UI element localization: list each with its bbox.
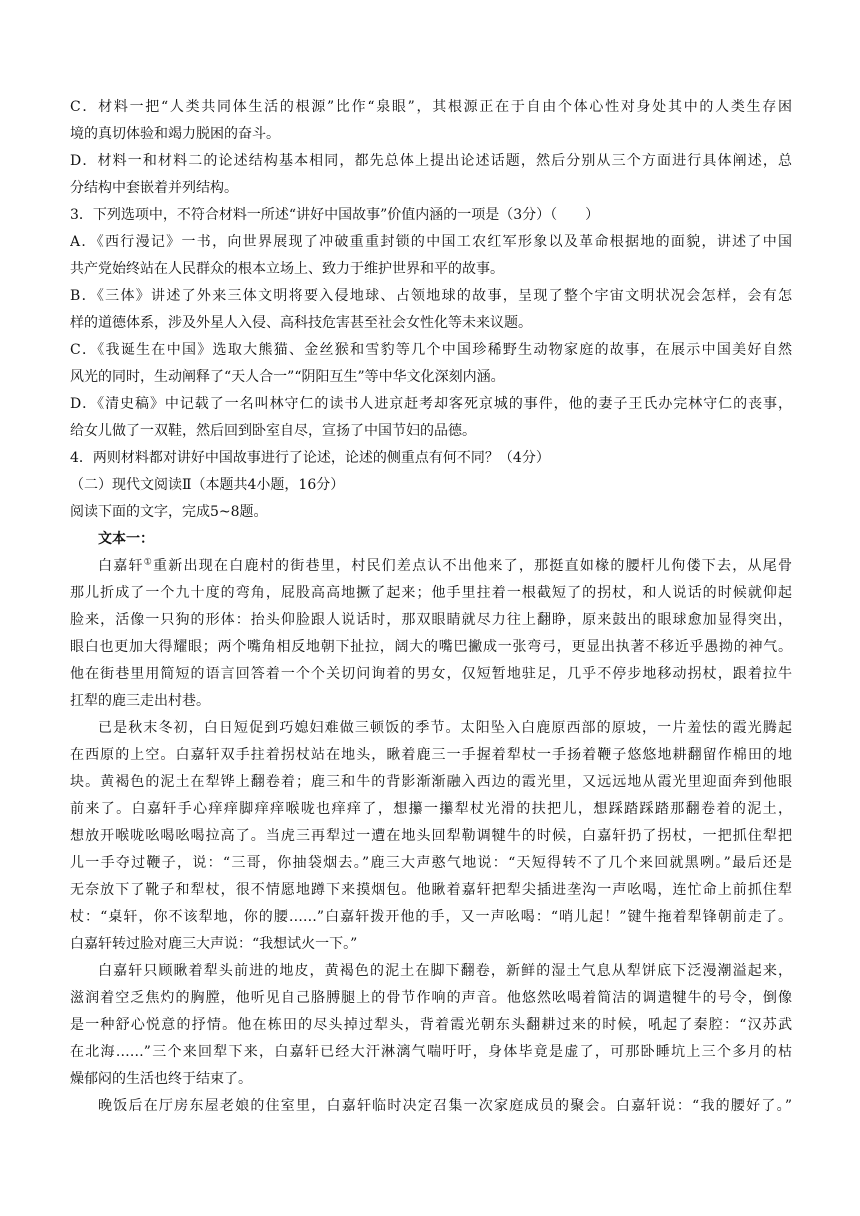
text-line: 在北海……”三个来回犁下来，白嘉轩已经大汗淋漓气喘吁吁，身体毕竟是虚了，可那卧睡坑上三个多月的枯	[70, 1044, 792, 1060]
text-line: 3．下列选项中，不符合材料一所述“讲好中国故事”价值内涵的一项是（3分）（ ）	[70, 207, 600, 223]
text-line: （二）现代文阅读Ⅱ（本题共4小题，16分）	[70, 477, 345, 493]
text-line	[98, 553, 792, 579]
text-segment: 重新出现在白鹿村的街巷里，村民们差点认不出他来了，那挺直如椽的腰杆儿佝偻下去，从尾骨	[153, 558, 792, 574]
text-line: 白嘉轩只顾瞅着犁头前进的地皮，黄褐色的泥土在脚下翻卷，新鲜的湿土气息从犁饼底下泛漫潮溢起来，	[98, 963, 792, 979]
text-line: 已是秋末冬初，白日短促到巧媳妇难做三顿饭的季节。太阳坠入白鹿原西部的原坡，一片羞怯的霞光腾起	[98, 720, 792, 736]
text-line: 文本一：	[98, 531, 154, 547]
text-line: 是一种舒心悦意的抒情。他在栋田的尽头掉过犁头，背着霞光朝东头翻耕过来的时候，吼起了秦腔：“汉苏武	[70, 1017, 792, 1033]
text-line: 样的道德体系，涉及外星人入侵、高科技危害甚至社会女性化等未来议题。	[70, 315, 532, 331]
text-line: 前来了。白嘉轩手心痒痒脚痒痒喉咙也痒痒了，想攥一攥犁杖光滑的扶把儿，想踩踏踩踏那翻卷着的泥土，	[70, 801, 792, 817]
text-line: 想放开喉咙吆喝吆喝拉高了。当虎三再犁过一遭在地头回犁勒调犍牛的时候，白嘉轩扔了拐杖，一把抓住犁把	[70, 828, 792, 844]
text-line: 杖：“桌轩，你不该犁地，你的腰……”白嘉轩拨开他的手，又一声吆喝：“哨儿起！”键牛拖着犁锋朝前走了。	[70, 909, 792, 925]
text-line: 境的真切体验和竭力脱困的奋斗。	[70, 126, 280, 142]
text-line: 共产党始终站在人民群众的根本立场上、致力于维护世界和平的故事。	[70, 261, 504, 277]
text-line: 扛犁的鹿三走出村巷。	[70, 693, 210, 709]
text-line: 滋润着空乏焦灼的胸膛，他听见自己胳膊腿上的骨节作响的声音。他悠然吆喝着简洁的调遣犍牛的号令，倒像	[70, 990, 792, 1006]
text-line: 那儿折成了一个九十度的弯角，屁股高高地撅了起来；他手里拄着一根截短了的拐杖，和人说话的时候就仰起	[70, 585, 792, 601]
text-line: 在西原的上空。白嘉轩双手拄着拐杖站在地头，瞅着鹿三一手握着犁杖一手扬着鞭子悠悠地耕翻留作棉田的地	[70, 747, 792, 763]
text-line: 白嘉轩转过脸对鹿三大声说：“我想试火一下。”	[70, 936, 358, 952]
text-line: 晚饭后在厅房东屋老娘的住室里，白嘉轩临时决定召集一次家庭成员的聚会。白嘉轩说：“我的腰好了。”	[98, 1098, 792, 1114]
text-line: D．《清史稿》中记载了一名叫林守仁的读书人进京赶考却客死京城的事件，他的妻子王氏办完林守仁的丧事，	[70, 396, 792, 412]
text-line: 分结构中套嵌着并列结构。	[70, 180, 238, 196]
text-line: 块。黄褐色的泥土在犁铧上翻卷着；鹿三和牛的背影渐渐融入西边的霞光里，又远远地从霞光里迎面奔到他眼	[70, 774, 792, 790]
text-line: 无奈放下了靴子和犁杖，很不情愿地蹲下来摸烟包。他瞅着嘉轩把犁尖插进垄沟一声吆喝，连忙命上前抓住犁	[70, 882, 792, 898]
text-line: 阅读下面的文字，完成5~8题。	[70, 504, 268, 520]
footnote-marker: ①	[143, 557, 154, 568]
text-line: 儿一手夺过鞭子，说：“三哥，你抽袋烟去。”鹿三大声憨气地说：“天短得转不了几个来回就黑咧。”最后还是	[70, 855, 792, 871]
text-line: D．材料一和材料二的论述结构基本相同，都先总体上提出论述话题，然后分别从三个方面进行具体阐述，总	[70, 153, 792, 169]
text-line: 他在街巷里用简短的语言回答着一个个关切问询着的男女，仅短暂地驻足，几乎不停步地移动拐杖，跟着拉牛	[70, 666, 792, 682]
text-line: A．《西行漫记》一书，向世界展现了冲破重重封锁的中国工农红军形象以及革命根据地的面貌，讲述了中国	[70, 234, 792, 250]
text-line: C．《我诞生在中国》选取大熊猫、金丝猴和雪豹等几个中国珍稀野生动物家庭的故事，在展示中国美好自然	[70, 342, 792, 358]
text-line: 风光的同时，生动阐释了“天人合一”“阴阳互生”等中华文化深刻内涵。	[70, 369, 505, 385]
text-line: C．材料一把“人类共同体生活的根源”比作“泉眼”，其根源正在于自由个体心性对身处其中的人类生存困	[70, 99, 792, 115]
text-line: B．《三体》讲述了外来三体文明将要入侵地球、占领地球的故事，呈现了整个宇宙文明状况会怎样，会有怎	[70, 288, 792, 304]
text-line: 脸来，活像一只狗的形体：抬头仰脸跟人说话时，那双眼睛就尽力往上翻睁，原来鼓出的眼球愈加显得突出，	[70, 612, 792, 628]
text-line: 眼白也更加大得耀眼；两个嘴角相反地朝下扯拉，阔大的嘴巴撇成一张弯弓，更显出执著不移近乎愚拗的神气。	[70, 639, 792, 655]
text-line: 4．两则材料都对讲好中国故事进行了论述，论述的侧重点有何不同？（4分）	[70, 450, 550, 466]
text-segment: 白嘉轩	[98, 558, 144, 574]
text-line: 燥郁闷的生活也终于结束了。	[70, 1071, 252, 1087]
text-line: 给女儿做了一双鞋，然后回到卧室自尽，宣扬了中国节妇的品德。	[70, 423, 476, 439]
